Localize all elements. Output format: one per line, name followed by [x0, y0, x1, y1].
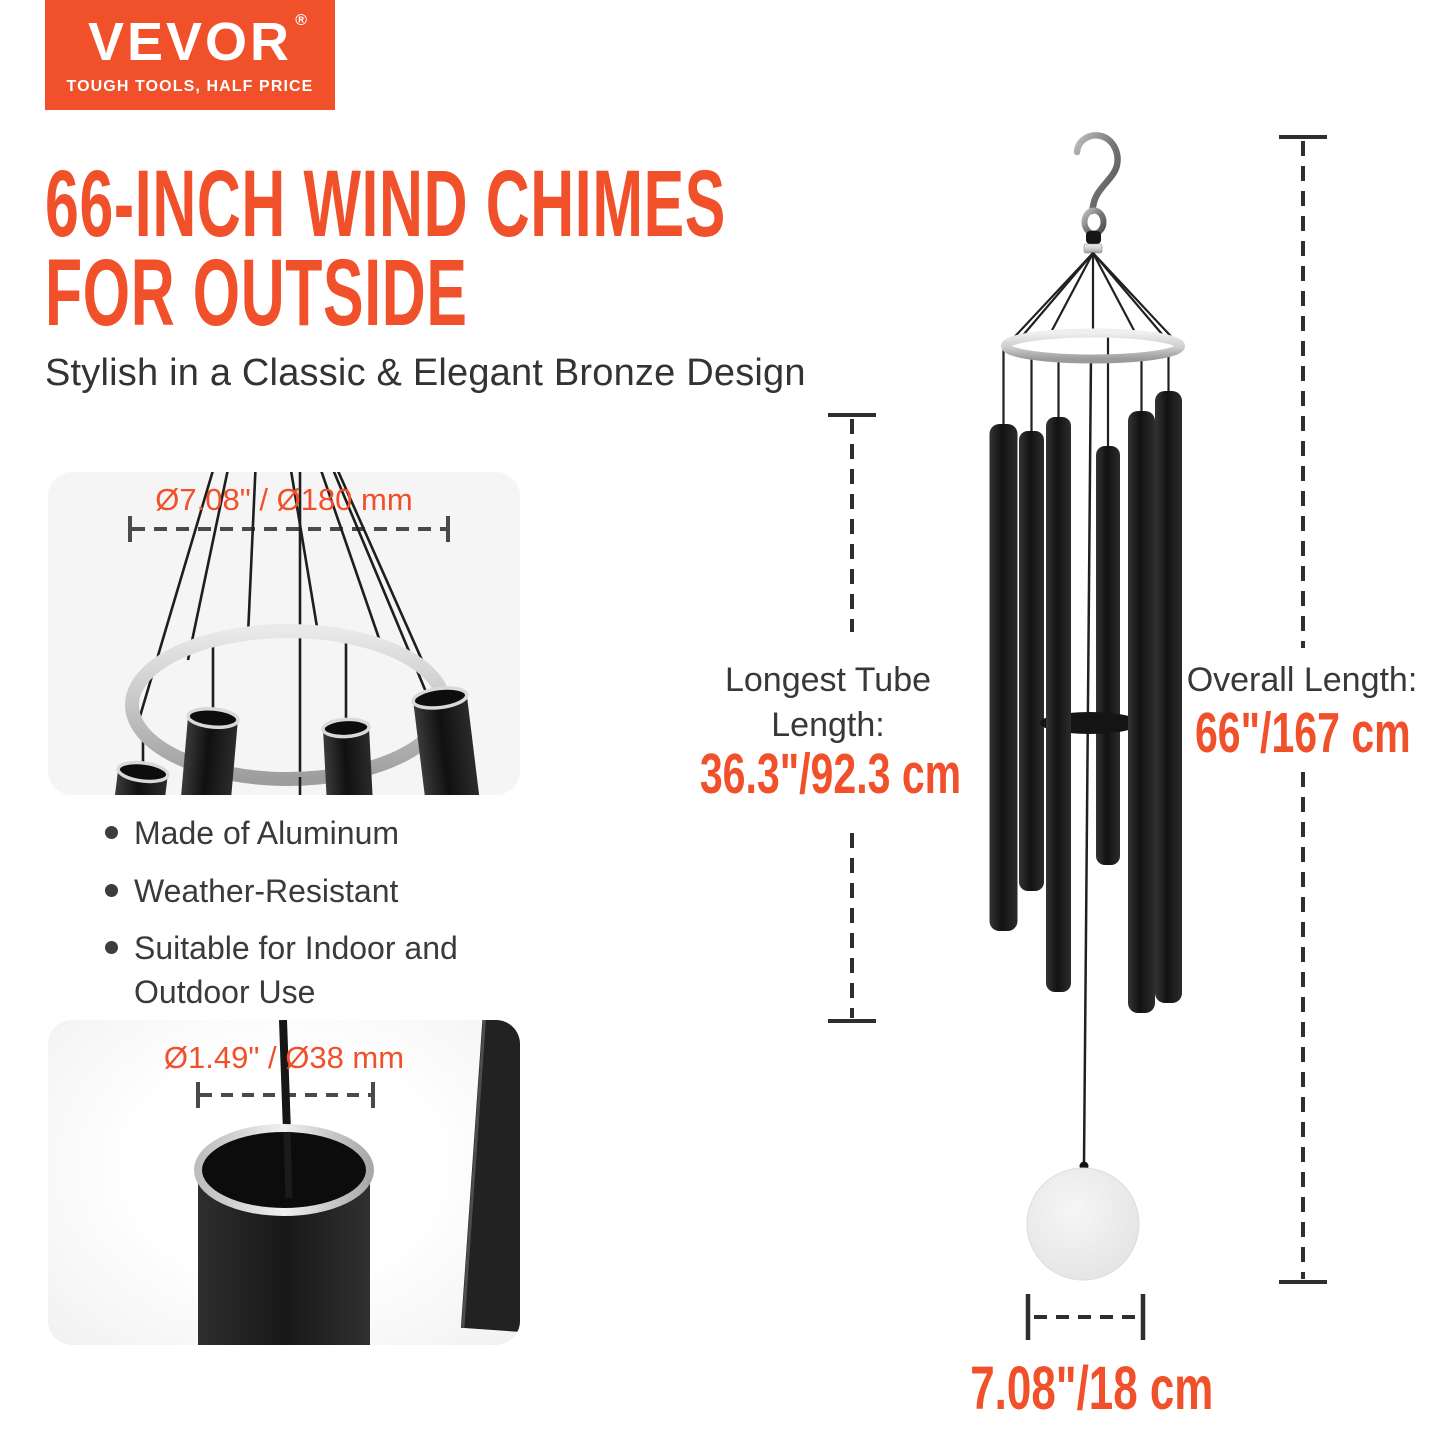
overall-length-value: 66"/167 cm [1195, 701, 1411, 765]
chime-tube [1019, 431, 1044, 891]
wind-catcher [1027, 1162, 1139, 1281]
longest-tube-value: 36.3"/92.3 cm [699, 742, 961, 806]
title-line-1: 66-INCH WIND CHIMES [45, 151, 726, 257]
feature-text: Suitable for Indoor and Outdoor Use [134, 930, 458, 1010]
wind-catcher-measure-line [1028, 1294, 1143, 1340]
feature-text: Weather-Resistant [134, 872, 399, 909]
hanging-hook [1077, 135, 1118, 253]
longest-tube-label [648, 658, 1008, 748]
logo-tagline: TOUGH TOOLS, HALF PRICE [66, 77, 314, 95]
title-line-2: FOR OUTSIDE [45, 240, 468, 347]
chime-tube [1096, 446, 1120, 865]
top-ring [1006, 333, 1181, 359]
longest-tube-label-line2: Length: [771, 705, 885, 744]
registered-trademark-icon: ® [295, 11, 311, 29]
longest-tube-label-line1: Longest Tube [724, 661, 932, 699]
wind-catcher-string [1084, 355, 1091, 1163]
page-subtitle: Stylish in a Classic & Elegant Bronze Design [45, 352, 806, 394]
logo-text: VEVOR [87, 11, 293, 72]
wind-catcher-disc [1027, 1168, 1139, 1280]
ring-dimension-label: Ø7.08" / Ø180 mm [155, 482, 413, 517]
tube-dimension-label: Ø1.49" / Ø38 mm [163, 1040, 405, 1075]
wind-catcher-value: 7.08"/18 cm [970, 1354, 1214, 1422]
feature-text: Made of Aluminum [134, 815, 400, 851]
overall-length-label: Overall Length: [1186, 661, 1418, 699]
chime-tube [1046, 417, 1071, 992]
